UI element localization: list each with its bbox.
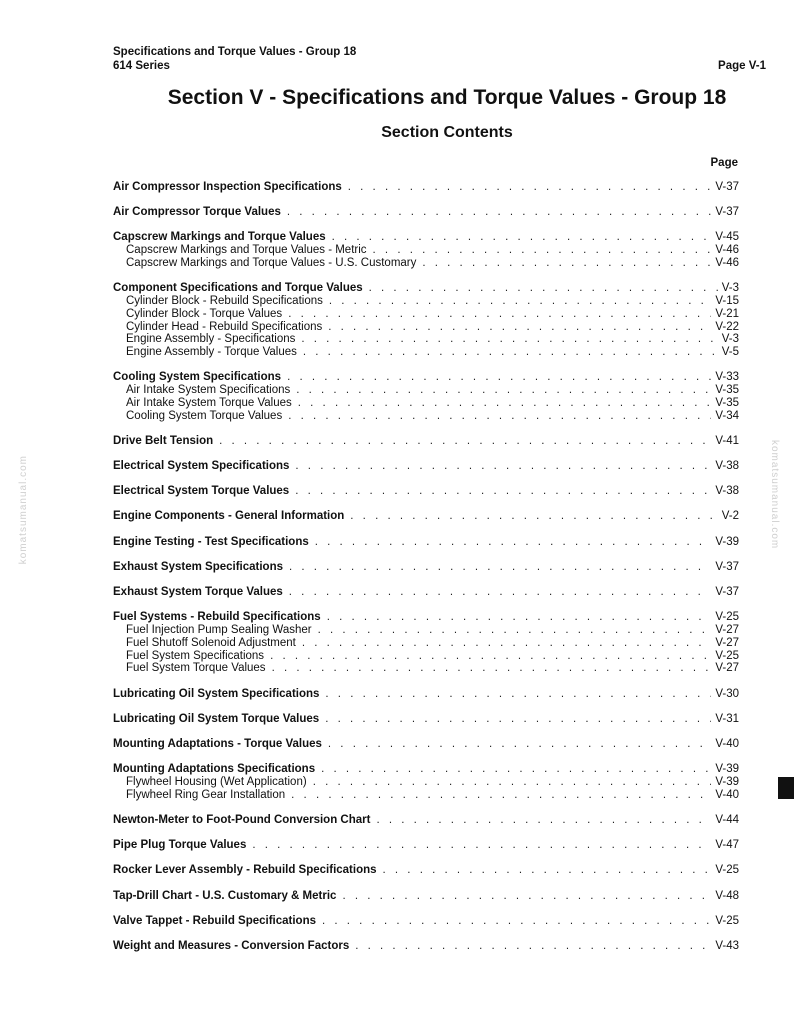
toc-entry [113, 435, 739, 448]
toc-main-item[interactable] [113, 763, 739, 776]
toc-main-item-page: V-47 [715, 839, 739, 852]
toc-entry [113, 371, 739, 422]
dot-leader [288, 410, 711, 423]
dot-leader [291, 789, 711, 802]
toc-main-item-page: V-3 [721, 282, 739, 295]
dot-leader [288, 308, 711, 321]
toc-entry [113, 713, 739, 726]
toc-entry [113, 206, 739, 219]
toc-main-item-page: V-39 [715, 763, 739, 776]
toc-sub-item-page: V-35 [715, 384, 739, 397]
toc-entry [113, 763, 739, 801]
dot-leader [295, 485, 711, 498]
toc-entry [113, 864, 739, 877]
toc-main-item-title: Lubricating Oil System Specifications [113, 687, 320, 700]
toc-sub-item-title: Cylinder Block - Torque Values [126, 307, 283, 320]
dot-leader [287, 206, 711, 219]
toc-main-item[interactable] [113, 890, 739, 903]
toc-sub-item[interactable] [113, 295, 739, 308]
dot-leader [289, 586, 712, 599]
toc-entry [113, 561, 739, 574]
toc-entry [113, 485, 739, 498]
toc-main-item-title: Fuel Systems - Rebuild Specifications [113, 611, 321, 624]
section-title: Section V - Specifications and Torque Values - Group 18 [167, 86, 727, 109]
dot-leader [327, 611, 712, 624]
toc-sub-item-title: Air Intake System Torque Values [126, 396, 292, 409]
toc-sub-item-title: Engine Assembly - Specifications [126, 333, 296, 346]
dot-leader [348, 181, 712, 194]
toc-sub-item-title: Capscrew Markings and Torque Values - U.S. Customary [126, 256, 417, 269]
toc-main-item-title: Engine Components - General Information [113, 510, 345, 523]
toc-main-item-page: V-25 [715, 914, 739, 927]
toc-main-item-page: V-43 [715, 939, 739, 952]
dot-leader [298, 397, 712, 410]
toc-main-item-title: Cooling System Specifications [113, 371, 282, 384]
toc-sub-item-title: Fuel Shutoff Solenoid Adjustment [126, 636, 296, 649]
toc-entry [113, 940, 739, 953]
toc-main-item[interactable] [113, 940, 739, 953]
dot-leader [422, 257, 711, 270]
toc-sub-item-page: V-27 [715, 636, 739, 649]
dot-leader [272, 662, 712, 675]
toc-main-item-title: Weight and Measures - Conversion Factors [113, 939, 350, 952]
series-label: 614 Series [113, 60, 170, 72]
toc-sub-item[interactable] [113, 384, 739, 397]
toc-main-item-title: Mounting Adaptations - Torque Values [113, 737, 322, 750]
dot-leader [295, 460, 711, 473]
toc-main-item[interactable] [113, 282, 739, 295]
toc-main-item-page: V-37 [715, 181, 739, 193]
toc-main-item-page: V-38 [715, 485, 739, 498]
toc-main-item-title: Rocker Lever Assembly - Rebuild Specifications [113, 864, 377, 877]
toc-main-item-page: V-37 [715, 560, 739, 573]
toc-main-item-title: Capscrew Markings and Torque Values [113, 231, 326, 244]
toc-main-item-page: V-25 [715, 864, 739, 877]
dot-leader [373, 244, 712, 257]
watermark-left: komatsumanual.com [18, 455, 29, 565]
dot-leader [328, 738, 711, 751]
toc-sub-item[interactable] [113, 308, 739, 321]
dot-leader [328, 321, 711, 334]
toc-sub-item-title: Fuel System Torque Values [126, 662, 266, 675]
toc-sub-item-page: V-25 [715, 649, 739, 662]
toc-main-item-page: V-37 [715, 206, 739, 219]
toc-entry [113, 915, 739, 928]
toc-sub-item[interactable] [113, 789, 739, 802]
toc-main-item-title: Tap-Drill Chart - U.S. Customary & Metric [113, 889, 337, 902]
page-column-label: Page [710, 157, 738, 169]
toc-main-item[interactable] [113, 231, 739, 244]
dot-leader [289, 561, 711, 574]
toc-sub-item-page: V-15 [715, 294, 739, 307]
toc-main-item-page: V-48 [715, 889, 739, 902]
dot-leader [318, 624, 712, 637]
toc-sub-item-title: Fuel System Specifications [126, 649, 265, 662]
toc-entry [113, 536, 739, 549]
dot-leader [383, 864, 712, 877]
toc-entry [113, 611, 739, 675]
toc-sub-item-page: V-27 [715, 662, 739, 675]
toc-main-item[interactable] [113, 206, 739, 219]
dot-leader [313, 776, 712, 789]
toc-entry [113, 586, 739, 599]
toc-sub-item[interactable] [113, 776, 739, 789]
dot-leader [219, 435, 711, 448]
toc-main-item[interactable] [113, 839, 739, 852]
toc-sub-item[interactable] [113, 624, 739, 637]
toc-sub-item-page: V-46 [715, 244, 739, 257]
toc-sub-item-page: V-3 [721, 333, 739, 346]
dot-leader [321, 763, 711, 776]
toc-main-item-page: V-38 [715, 460, 739, 473]
toc-main-item-title: Mounting Adaptations Specifications [113, 763, 316, 776]
toc-entry [113, 231, 739, 269]
toc-sub-item[interactable] [113, 397, 739, 410]
toc-sub-item-page: V-34 [715, 409, 739, 422]
toc-main-item[interactable] [113, 485, 739, 498]
toc-main-item-title: Electrical System Specifications [113, 460, 290, 473]
dot-leader [369, 282, 718, 295]
toc-main-item-title: Electrical System Torque Values [113, 485, 290, 498]
toc-main-item-title: Air Compressor Torque Values [113, 206, 281, 219]
toc-main-item[interactable] [113, 611, 739, 624]
toc-sub-item-page: V-39 [715, 775, 739, 788]
section-tab-marker [778, 777, 794, 799]
toc-main-item-title: Drive Belt Tension [113, 434, 214, 447]
dot-leader [287, 371, 711, 384]
dot-leader [302, 637, 711, 650]
toc-main-item[interactable] [113, 814, 739, 827]
toc-main-item-page: V-31 [715, 712, 739, 725]
toc-sub-item-page: V-27 [715, 624, 739, 637]
toc-sub-item-title: Flywheel Ring Gear Installation [126, 788, 286, 801]
dot-leader [315, 536, 712, 549]
dot-leader [322, 915, 711, 928]
toc-sub-item-page: V-40 [715, 788, 739, 801]
toc-main-item-title: Air Compressor Inspection Specifications [113, 181, 342, 193]
toc-sub-item[interactable] [113, 257, 739, 270]
toc-main-item-page: V-41 [715, 434, 739, 447]
dot-leader [296, 384, 711, 397]
toc-sub-item[interactable] [113, 662, 739, 675]
toc-entry [113, 738, 739, 751]
dot-leader [270, 650, 711, 663]
toc-main-item[interactable] [113, 713, 739, 726]
toc-entry [113, 282, 739, 359]
toc-sub-item-page: V-22 [715, 320, 739, 333]
toc-main-item-page: V-44 [715, 813, 739, 826]
toc-sub-item-title: Flywheel Housing (Wet Application) [126, 775, 307, 788]
toc-sub-item[interactable] [113, 410, 739, 423]
watermark-right: komatsumanual.com [769, 440, 780, 550]
dot-leader [376, 814, 711, 827]
dot-leader [342, 890, 711, 903]
toc-sub-item-title: Capscrew Markings and Torque Values - Metric [126, 244, 367, 257]
toc-sub-item[interactable] [113, 333, 739, 346]
toc-main-item[interactable] [113, 688, 739, 701]
toc-main-item[interactable] [113, 510, 739, 523]
toc-main-item[interactable] [113, 181, 739, 194]
toc-main-item-page: V-39 [715, 535, 739, 548]
dot-leader [303, 346, 718, 359]
toc-sub-item[interactable] [113, 637, 739, 650]
toc-entry [113, 460, 739, 473]
page-number: Page V-1 [718, 60, 766, 72]
toc-main-item-title: Engine Testing - Test Specifications [113, 535, 309, 548]
toc-main-item-title: Newton-Meter to Foot-Pound Conversion Chart [113, 813, 371, 826]
dot-leader [301, 333, 717, 346]
toc-main-item[interactable] [113, 561, 739, 574]
toc-main-item-title: Component Specifications and Torque Values [113, 282, 363, 295]
toc-main-item[interactable] [113, 371, 739, 384]
toc-main-item[interactable] [113, 915, 739, 928]
toc-main-item-title: Exhaust System Specifications [113, 560, 284, 573]
toc-sub-item-title: Cylinder Block - Rebuild Specifications [126, 294, 323, 307]
toc-main-item-title: Valve Tappet - Rebuild Specifications [113, 914, 317, 927]
toc-main-item-title: Lubricating Oil System Torque Values [113, 712, 320, 725]
toc-main-item[interactable] [113, 738, 739, 751]
toc-main-item-page: V-30 [715, 687, 739, 700]
toc-sub-item-title: Engine Assembly - Torque Values [126, 346, 297, 359]
toc-main-item-title: Pipe Plug Torque Values [113, 839, 247, 852]
toc-sub-item-title: Cooling System Torque Values [126, 409, 283, 422]
toc-sub-item[interactable] [113, 244, 739, 257]
toc-entry [113, 510, 739, 523]
table-of-contents [113, 181, 739, 965]
toc-entry [113, 839, 739, 852]
toc-main-item-page: V-45 [715, 231, 739, 244]
toc-main-item[interactable] [113, 435, 739, 448]
group-title: Specifications and Torque Values - Group 18 [113, 46, 357, 58]
dot-leader [325, 713, 711, 726]
toc-main-item[interactable] [113, 586, 739, 599]
toc-sub-item[interactable] [113, 321, 739, 334]
dot-leader [355, 940, 711, 953]
dot-leader [325, 688, 711, 701]
dot-leader [332, 231, 712, 244]
toc-sub-item-page: V-21 [715, 307, 739, 320]
toc-main-item[interactable] [113, 864, 739, 877]
toc-sub-item-page: V-35 [715, 396, 739, 409]
toc-sub-item-title: Air Intake System Specifications [126, 384, 291, 397]
toc-sub-item-page: V-5 [721, 346, 739, 359]
dot-leader [350, 510, 717, 523]
toc-entry [113, 181, 739, 194]
toc-sub-item-page: V-46 [715, 256, 739, 269]
toc-main-item-page: V-40 [715, 737, 739, 750]
dot-leader [252, 839, 711, 852]
running-header [113, 45, 356, 73]
toc-sub-item-title: Fuel Injection Pump Sealing Washer [126, 624, 312, 637]
contents-title: Section Contents [381, 124, 513, 141]
toc-main-item-title: Exhaust System Torque Values [113, 586, 283, 599]
toc-sub-item[interactable] [113, 650, 739, 663]
toc-main-item[interactable] [113, 460, 739, 473]
toc-entry [113, 688, 739, 701]
toc-main-item-page: V-25 [715, 611, 739, 624]
toc-main-item-page: V-37 [715, 586, 739, 599]
toc-main-item-page: V-33 [715, 371, 739, 384]
toc-sub-item[interactable] [113, 346, 739, 359]
toc-entry [113, 890, 739, 903]
toc-entry [113, 814, 739, 827]
dot-leader [329, 295, 711, 308]
toc-sub-item-title: Cylinder Head - Rebuild Specifications [126, 320, 323, 333]
toc-main-item[interactable] [113, 536, 739, 549]
toc-main-item-page: V-2 [721, 510, 739, 523]
